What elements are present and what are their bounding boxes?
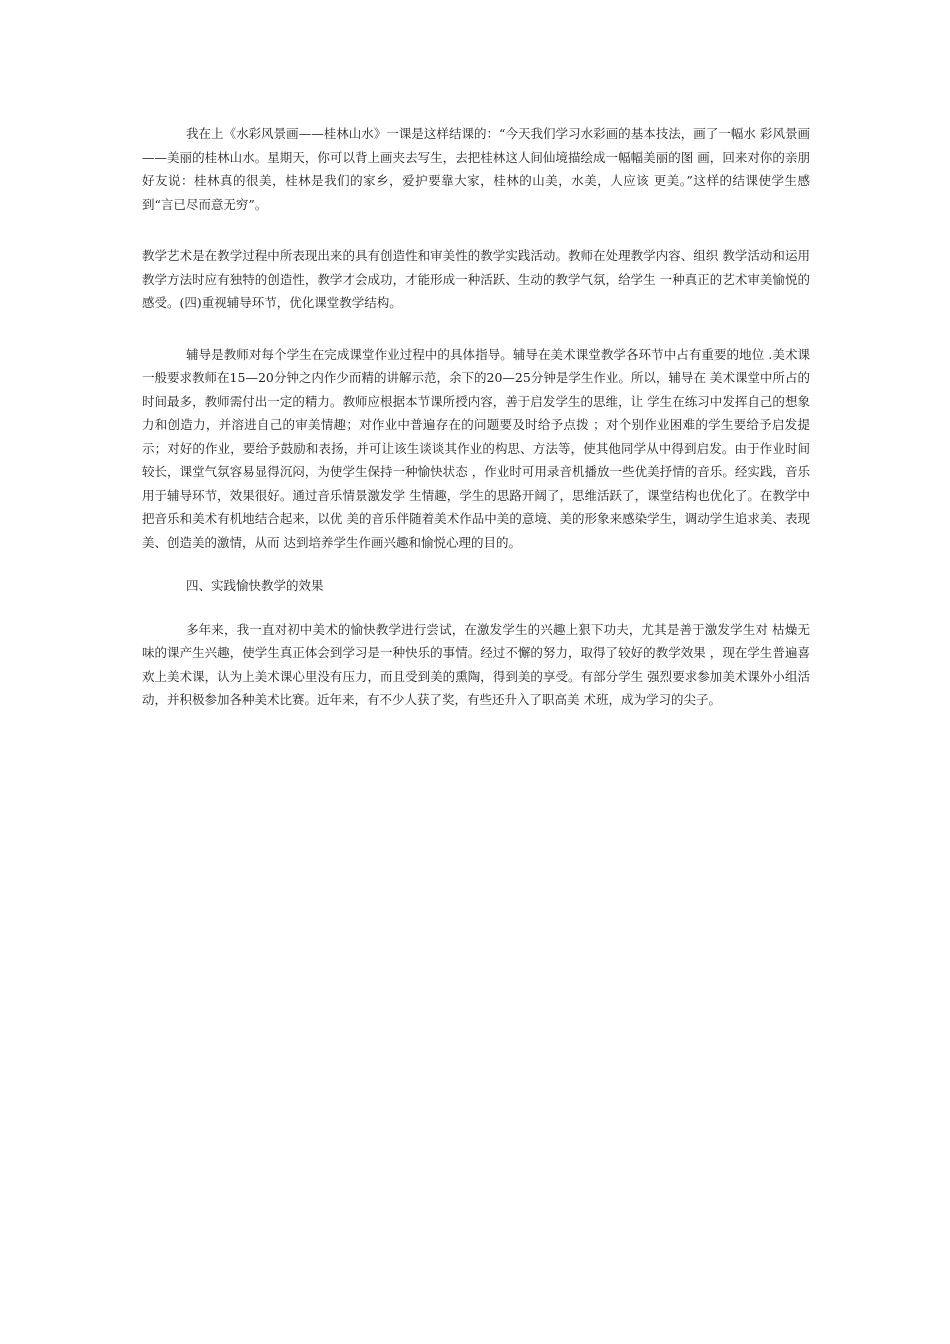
- paragraph-results: 多年来，我一直对初中美术的愉快教学进行尝试，在激发学生的兴趣上狠下功夫，尤其是善于激发学生对 枯燥无味的课产生兴趣，使学生真正体会到学习是一种快乐的事情。经过不懈的努力，取得了较好的教学效果 ，现在学生普遍喜欢上美术课，认为上美术课心里没有压力，而且受到美的熏陶，得到美的享受。有部分学生 强烈要求参加美术课外小组活动，并积极参加各种美术比赛。近年来，有不少人获了奖，有些还升入了职高美 术班，成为学习的尖子。: [142, 621, 810, 707]
- paragraph-watercolor-lesson-ending: 我在上《水彩风景画——桂林山水》一课是这样结课的：“今天我们学习水彩画的基本技法，画了一幅水 彩风景画——美丽的桂林山水。星期天，你可以背上画夹去写生，去把桂林这人间仙境描绘成一幅幅美丽的图 画，回来对你的亲朋好友说：桂林真的很美，桂林是我们的家乡，爱护要靠大家，桂林的山美，水美，人应该 更美。”这样的结课使学生感到“言已尽而意无穷”。: [142, 126, 810, 212]
- section-heading-practice-results: 四、实践愉快教学的效果: [186, 578, 324, 593]
- paragraph-teaching-art: 教学艺术是在教学过程中所表现出来的具有创造性和审美性的教学实践活动。教师在处理教学内容、组织 教学活动和运用教学方法时应有独特的创造性，教学才会成功，才能形成一种活跃、生动的教学气氛，给学生 一种真正的艺术审美愉悦的感受。(四)重视辅导环节，优化课堂教学结构。: [142, 248, 810, 310]
- paragraph-guidance: 辅导是教师对每个学生在完成课堂作业过程中的具体指导。辅导在美术课堂教学各环节中占有重要的地位 .美术课一般要求教师在15—20分钟之内作少而精的讲解示范，余下的20—25分钟是学生作业。所以，辅导在 美术课堂中所占的时间最多，教师需付出一定的精力。教师应根据本节课所授内容，善于启发学生的思维，让 学生在练习中发挥自己的想象力和创造力，并溶进自己的审美情趣；对作业中普遍存在的问题要及时给予点拨 ；对个别作业困难的学生要给予启发提示；对好的作业，要给予鼓励和表扬，并可让该生谈谈其作业的构思、方法等，使其他同学从中得到启发。由于作业时间较长，课堂气氛容易显得沉闷，为使学生保持一种愉快状态 ，作业时可用录音机播放一些优美抒情的音乐。经实践，音乐用于辅导环节，效果很好。通过音乐情景激发学 生情趣，学生的思路开阔了，思维活跃了，课堂结构也优化了。在教学中把音乐和美术有机地结合起来，以优 美的音乐伴随着美术作品中美的意境、美的形象来感染学生，调动学生追求美、表现美、创造美的激情，从而 达到培养学生作画兴趣和愉悦心理的目的。: [142, 346, 810, 550]
- document-body: [142, 122, 810, 712]
